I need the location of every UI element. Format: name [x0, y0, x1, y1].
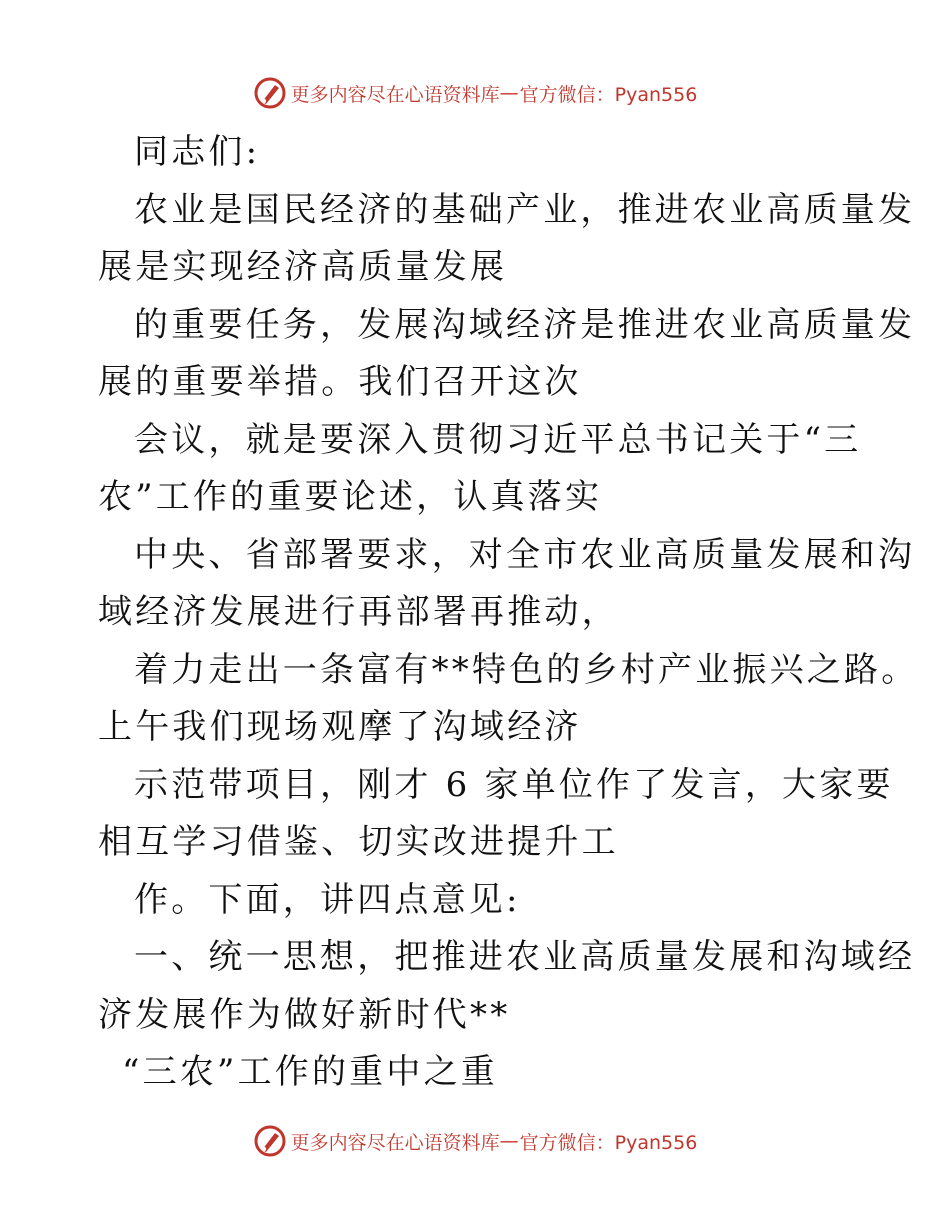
body-line: 示范带项目，刚才 6 家单位作了发言，大家要	[134, 764, 894, 805]
section-heading: 一、统一思想，把推进农业高质量发展和沟域经	[134, 937, 916, 977]
footer-banner	[0, 1124, 950, 1158]
section-heading-continued: “三农”工作的重中之重	[122, 1052, 498, 1092]
body-line: 的重要任务，发展沟域经济是推进农业高质量发	[134, 304, 916, 345]
body-line: 展是实现经济高质量发展	[98, 247, 508, 287]
body-line: 域经济发展进行再部署再推动，	[98, 592, 619, 632]
body-line: 上午我们现场观摩了沟域经济	[98, 707, 582, 747]
body-line: 农业是国民经济的基础产业，推进农业高质量发	[134, 189, 916, 230]
pen-logo-icon	[253, 1124, 287, 1158]
banner-site-text: 更多内容尽在心语资料库	[290, 1131, 500, 1154]
body-line: 农”工作的重要论述，认真落实	[98, 477, 603, 517]
section-heading-continued: 济发展作为做好新时代**	[98, 994, 511, 1035]
banner-site-text: 更多内容尽在心语资料库	[290, 83, 500, 106]
body-line: 着力走出一条富有**特色的乡村产业振兴之路。	[134, 649, 919, 690]
banner-dash: —	[499, 1130, 518, 1152]
body-line: 会议，就是要深入贯彻习近平总书记关于“三	[134, 419, 862, 460]
banner-wechat-text: 官方微信：Pyan556	[519, 83, 698, 106]
banner-dash: —	[499, 82, 518, 104]
body-line: 展的重要举措。我们召开这次	[98, 362, 582, 402]
document-body	[98, 124, 919, 1102]
pen-logo-icon	[253, 76, 287, 110]
header-banner	[0, 76, 950, 110]
body-line: 同志们:	[134, 132, 261, 172]
body-line: 作。下面，讲四点意见:	[134, 879, 521, 920]
body-line: 相互学习借鉴、切实改进提升工	[98, 822, 619, 862]
body-line: 中央、省部署要求，对全市农业高质量发展和沟	[134, 534, 916, 575]
banner-wechat-text: 官方微信：Pyan556	[519, 1131, 698, 1154]
